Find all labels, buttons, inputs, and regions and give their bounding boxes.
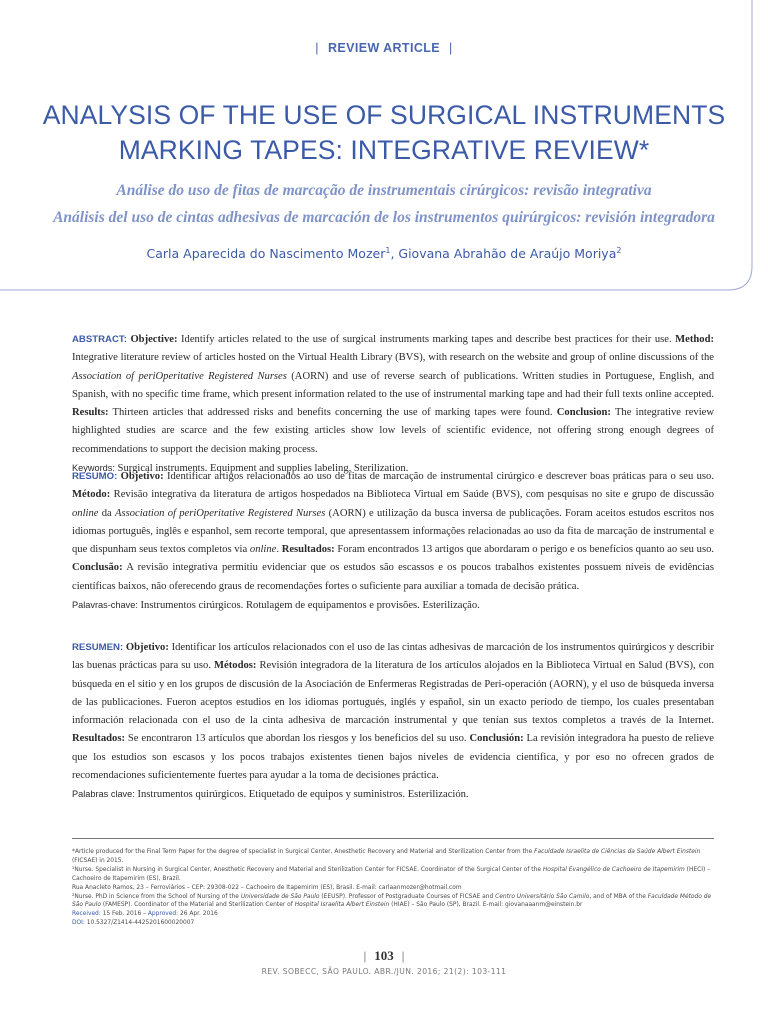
footnote-2: ¹Nurse. Specialist in Nursing in Surgical Center, Anesthetic Recovery and Material and Sterilization Center for FICSAE. Coordinator of the Surgical Center of the Hospital Evangélico de Cachoeiro de Itapemirim (HECI) – Cachoeiro de Itapemirim (ES), Brazil. xyxy=(72,866,711,882)
abstract-portuguese: RESUMO: Objetivo: Identificar artigos relacionados ao uso de fitas de marcação de instrumental cirúrgico e descrever boas práticas para o seu uso. Método: Revisão integrativa da literatura de artigos hospedados na Biblioteca Virtual em Saúde (BVS), com pesquisas no site e grupo de discussão online da Association of periOperitative Registered Nurses (AORN) e utilização da busca inversa de publicações. Foram aceitos estudos escritos nos idiomas português, inglês e espanhol, sem recorte temporal, que apresentassem informações relacionadas ao uso da fita de marcação de instrumental e que dispunham seus textos completos via online. Resultados: Foram encontrados 13 artigos que abordaram o perigo e os benefícios quanto ao seu uso. Conclusão: A revisão integrativa permitiu evidenciar que os estudos são escassos e os poucos trabalhos existentes possuem níveis de evidências científicas baixos, não oferecendo graus de recomendações fortes o suficiente para auxiliar a tomada de decisão prática. Palavras-chave: Instrumentos cirúrgicos. Rotulagem de equipamentos e provisões. Esterilização. xyxy=(72,468,714,615)
resumen-heading: RESUMEN: xyxy=(72,642,124,653)
footnote-address: Rua Anacleto Ramos, 23 – Ferroviários – CEP: 29308-022 – Cachoeiro de Itapemirim (ES), Brasil. E-mail: carlaanmozer@hotmail.com xyxy=(72,884,462,891)
article-title xyxy=(40,98,728,168)
resumo-heading: RESUMO: xyxy=(72,471,118,482)
abstract-heading: ABSTRACT: xyxy=(72,334,127,345)
keywords-spanish: Palabras clave: Instrumentos quirúrgicos. Etiquetado de equipos y suministros. Esterilización. xyxy=(72,789,469,801)
received-approved: Received: 15 Feb. 2016 – Approved: 26 Apr. 2016 xyxy=(72,911,218,918)
page-number: | 103 | xyxy=(363,948,405,963)
footnote-divider xyxy=(72,838,714,839)
title-line-1: ANALYSIS OF THE USE OF SURGICAL INSTRUMENTS xyxy=(42,100,726,130)
doi: DOI: 10.5327/Z1414-4425201600020007 xyxy=(72,920,195,927)
footnote-3: ²Nurse. PhD in Science from the School of Nursing of the Universidade de São Paulo (EEUSP). Professor of Postgraduate Courses of FICSAE and Centro Universitário São Camilo, and of MBA of the Faculdade Método de São Paulo (FAMESP). Coordinator of the Material and Sterilization Center of Hospital Israelita Albert Einstein (HIAE) – São Paulo (SP), Brazil. E-mail: giovanaaanm@einstein.br xyxy=(72,893,712,909)
subtitle-spanish: Análisis del uso de cintas adhesivas de marcación de los instrumentos quirúrgicos: revisión integradora xyxy=(53,209,715,226)
abstract-spanish: RESUMEN: Objetivo: Identificar los artículos relacionados con el uso de las cintas adhesivas de marcación de los instrumentos quirúrgicos y describir las buenas prácticas para su uso. Métodos: Revisión integradora de la literatura de los artículos alojados en la Biblioteca Virtual en Salud (BVS), con búsqueda en el sitio y en los grupos de discusión de la Asociación de Enfermeras Registradas de Peri-operación (AORN), y el uso de búsqueda inversa de las publicaciones. Fueron aceptos estudios en los idiomas portugués, inglés y español, sin un exacto período de tiempo, los cuales presentaban información relacionada con el uso de la cinta adhesiva de marcación instrumental y que tenían sus textos completos a través de la Internet. Resultados: Se encontraron 13 artículos que abordan los riesgos y los beneficios del su uso. Conclusión: La revisión integradora ha puesto de relieve que los estudios son escasos y los pocos trabajos existentes tienen bajos niveles de evidencia científica, y por eso no ofrecen grados de recomendaciones suficientemente fuertes para ayudar a la toma de decisiones práctica. Palabras clave: Instrumentos quirúrgicos. Etiquetado de equipos y suministros. Esterilización. xyxy=(72,639,714,805)
author-1: Carla Aparecida do Nascimento Mozer xyxy=(146,246,386,262)
keywords-portuguese: Palavras-chave: Instrumentos cirúrgicos. Rotulagem de equipamentos e provisões. Esterilização. xyxy=(72,600,480,612)
keywords-english: Keywords: Surgical instruments. Equipment and supplies labeling. Sterilization. xyxy=(72,463,409,475)
subtitle-portuguese: Análise do uso de fitas de marcação de instrumentais cirúrgicos: revisão integrativa xyxy=(116,182,652,199)
footnotes xyxy=(72,848,714,928)
author-2: Giovana Abrahão de Araújo Moriya xyxy=(398,246,617,262)
footnote-1: *Article produced for the Final Term Paper for the degree of specialist in Surgical Center, Anesthetic Recovery and Material and Sterilization Center from the Faculdade Israelita de Ciências da Saúde Albert Einstein (FICSAE) in 2015. xyxy=(72,849,701,864)
title-line-2: MARKING TAPES: INTEGRATIVE REVIEW* xyxy=(118,135,650,165)
abstract-english: ABSTRACT: Objective: Identify articles related to the use of surgical instruments marking tapes and describe best practices for their use. Method: Integrative literature review of articles hosted on the Virtual Health Library (BVS), with research on the website and group of online discussions of the Association of periOperitative Registered Nurses (AORN) and use of reverse search of publications. Written studies in Portuguese, English, and Spanish, with no specific time frame, which present information related to the use of instrumental marking tape and had their full texts online accepted. Results: Thirteen articles that addressed risks and benefits concerning the use of marking tapes were found. Conclusion: The integrative review highlighted studies are scarce and the few existing articles show low levels of scientific evidence, not offering strong enough degrees of recommendations to support the decision making process. Keywords: Surgical instruments. Equipment and supplies labeling. Sterilization. xyxy=(72,331,714,478)
journal-citation: REV. SOBECC, SÃO PAULO. ABR./JUN. 2016; 21(2): 103-111 xyxy=(261,967,507,976)
section-tag: | REVIEW ARTICLE | xyxy=(315,41,453,55)
author-list: Carla Aparecida do Nascimento Mozer$^1$, Giovana Abrahão de Araújo Moriya$^2$ xyxy=(146,246,622,262)
